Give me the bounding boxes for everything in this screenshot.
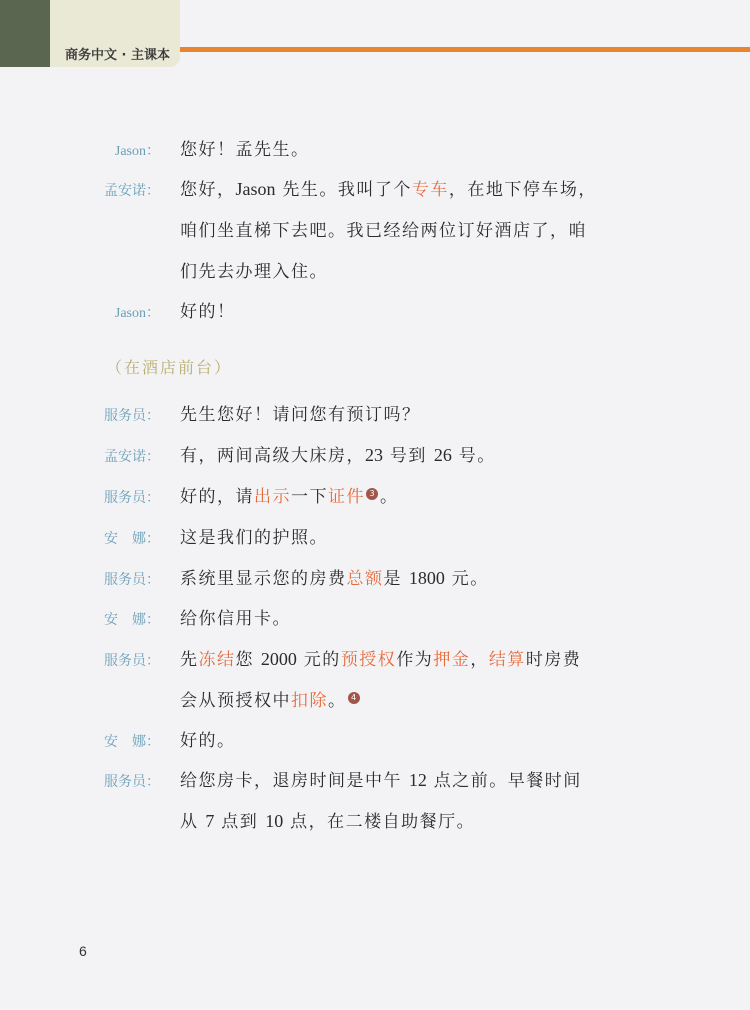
text-segment: 先生您好！请问您有预订吗？ — [180, 405, 421, 425]
vocab-highlight: 证件 — [328, 487, 365, 507]
text-segment: 们先去办理入住。 — [180, 262, 328, 282]
text-segment: 点到 — [214, 812, 266, 832]
speaker-label: 服务员： — [104, 408, 160, 424]
speech-text — [180, 807, 475, 832]
text-segment: 给你信用卡。 — [180, 609, 291, 629]
header-rule — [180, 47, 750, 52]
text-segment: 好的！ — [180, 302, 236, 322]
vocab-highlight: 预授权 — [340, 650, 397, 670]
scene-direction: （在酒店前台） — [106, 358, 233, 377]
vocab-highlight: 冻结 — [198, 650, 236, 670]
text-segment: ，在地下停车场， — [448, 180, 597, 200]
speech-text — [180, 175, 597, 200]
speech-text — [180, 297, 236, 322]
text-segment: 7 — [205, 811, 215, 831]
text-segment: 您好！孟先生。 — [180, 140, 310, 160]
text-segment: 有，两间高级大床房， — [180, 446, 365, 466]
vocab-highlight: 出示 — [254, 487, 291, 507]
speaker-label: 孟安诺： — [104, 449, 160, 465]
text-segment: ， — [470, 650, 489, 670]
text-segment: 点之前。早餐时间 — [426, 771, 582, 791]
speech-text — [180, 726, 236, 751]
text-segment: 时房费 — [525, 650, 582, 670]
speaker-label: 服务员： — [104, 653, 160, 669]
text-segment: 。 — [380, 487, 399, 507]
vocab-highlight: 结算 — [488, 650, 526, 670]
text-segment: 咱们坐直梯下去吧。我已经给两位订好酒店了，咱 — [180, 221, 587, 241]
speech-text — [180, 604, 291, 629]
side-color-block — [0, 0, 50, 67]
speech-text — [180, 482, 399, 507]
vocab-highlight: 扣除 — [291, 691, 328, 711]
speaker-label: Jason： — [114, 306, 160, 321]
text-segment: 先生。我叫了个 — [275, 180, 412, 200]
speaker-label: 服务员： — [104, 774, 160, 790]
note-marker-icon: 3 — [366, 488, 378, 500]
speech-text — [180, 257, 328, 282]
text-segment: 23 — [365, 445, 383, 465]
text-segment: 10 — [265, 811, 284, 831]
text-segment: 好的。 — [180, 731, 236, 751]
text-segment: 12 — [408, 770, 427, 790]
vocab-highlight: 专车 — [411, 180, 449, 200]
speaker-label: 孟安诺： — [104, 183, 160, 199]
speech-text — [180, 645, 581, 670]
text-segment: 是 — [383, 569, 409, 589]
speaker-label: 安 娜： — [104, 612, 160, 628]
speech-text — [180, 216, 587, 241]
text-segment: 。 — [328, 691, 347, 711]
vocab-highlight: 押金 — [433, 650, 471, 670]
text-segment: 元。 — [444, 569, 489, 589]
speaker-label: 服务员： — [104, 572, 160, 588]
text-segment: 点，在二楼自助餐厅。 — [283, 812, 476, 832]
text-segment: 会从预授权中 — [180, 691, 291, 711]
text-segment: 您好， — [180, 180, 236, 200]
vocab-highlight: 总额 — [346, 569, 384, 589]
text-segment: 一下 — [291, 487, 328, 507]
speaker-label: 安 娜： — [104, 734, 160, 750]
text-segment: 给您房卡，退房时间是中午 — [180, 771, 409, 791]
text-segment: 这是我们的护照。 — [180, 528, 328, 548]
speech-text — [180, 400, 421, 425]
text-segment: 好的，请 — [180, 487, 254, 507]
speaker-label: Jason： — [114, 144, 160, 159]
speech-text — [180, 686, 362, 711]
speech-text — [180, 564, 489, 589]
speech-text — [180, 441, 496, 466]
page-number: 6 — [79, 943, 87, 959]
speaker-label: 服务员： — [104, 490, 160, 506]
text-segment: 系统里显示您的房费 — [180, 569, 347, 589]
text-segment: 您 — [235, 650, 261, 670]
text-segment: 号。 — [451, 446, 496, 466]
text-segment: 作为 — [396, 650, 434, 670]
book-title: 商务中文 · 主课本 — [65, 48, 170, 63]
text-segment: 从 — [180, 812, 206, 832]
text-segment: 26 — [433, 445, 452, 465]
text-segment: 元的 — [296, 650, 341, 670]
speech-text — [180, 766, 582, 791]
text-segment: Jason — [235, 179, 276, 199]
text-segment: 号到 — [383, 446, 434, 466]
text-segment: 先 — [180, 650, 199, 670]
speech-text — [180, 523, 328, 548]
note-marker-icon: 4 — [348, 692, 360, 704]
speech-text — [180, 135, 310, 160]
speaker-label: 安 娜： — [104, 531, 160, 547]
text-segment: 2000 — [260, 649, 297, 669]
text-segment: 1800 — [408, 568, 445, 588]
